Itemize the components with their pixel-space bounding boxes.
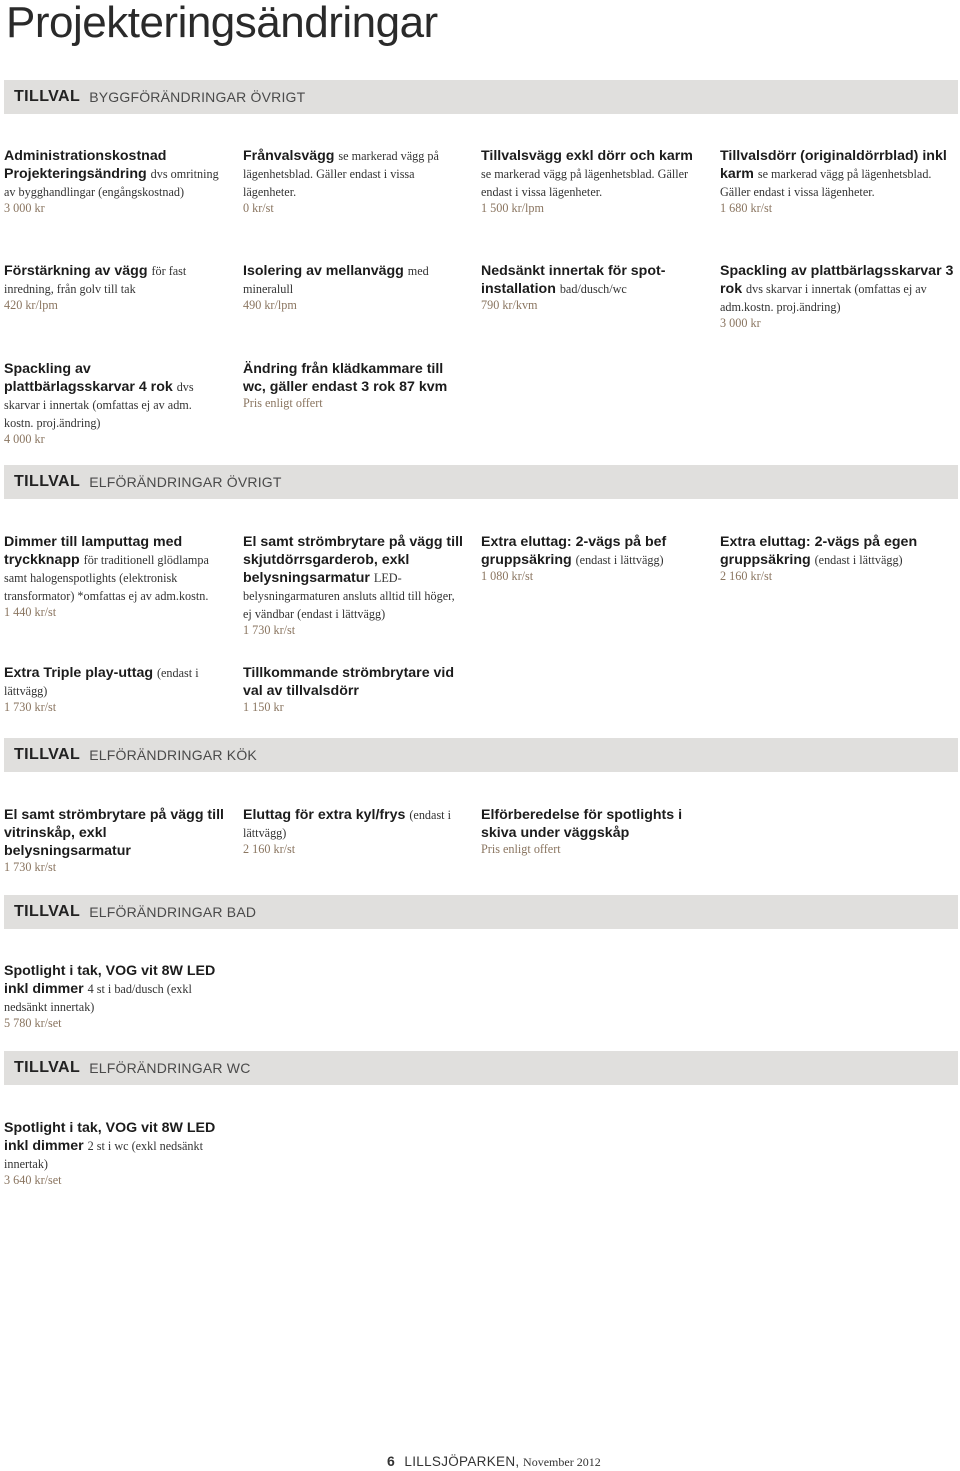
option-item [4, 1119, 226, 1189]
section-name: ELFÖRÄNDRINGAR BAD [89, 904, 257, 920]
item-title: Extra eluttag: 2-vägs på bef gruppsäkring [481, 534, 667, 568]
item-title: Dimmer till lamputtag med tryckknapp [4, 534, 183, 568]
option-item [481, 533, 703, 585]
page-number: 6 [387, 1453, 395, 1469]
footer-brand: LILLSJÖPARKEN, [404, 1454, 520, 1469]
item-price: Pris enligt offert [243, 396, 323, 410]
item-title: Spotlight i tak, VOG vit 8W LED inkl dimmer [4, 963, 216, 997]
section-header-el-ovrigt [4, 465, 958, 499]
option-item [243, 360, 461, 412]
option-item [4, 360, 216, 448]
option-item [243, 806, 465, 858]
option-item [4, 962, 226, 1032]
section-tag: TILLVAL [14, 1059, 81, 1076]
item-price: 790 kr/kvm [481, 298, 538, 312]
item-title: Extra Triple play-uttag [4, 665, 157, 681]
item-desc: dvs omritning av bygghandlingar (engångskostnad) [4, 167, 219, 199]
item-price: 3 000 kr [4, 201, 45, 215]
item-price: 3 640 kr/set [4, 1173, 62, 1187]
page-title: Projekteringsändringar [6, 0, 438, 47]
item-desc: dvs skarvar i innertak (omfattas ej av adm. kostn. proj.ändring) [4, 380, 194, 430]
item-desc: 4 st i bad/dusch (exkl nedsänkt innertak) [4, 982, 192, 1014]
item-desc: för traditionell glödlampa samt halogenspotlights (elektronisk transformator) *omfattas ej av adm.kostn. [4, 553, 209, 603]
item-title: Nedsänkt innertak för spot-installation [481, 263, 666, 297]
option-item [720, 262, 956, 332]
option-item [720, 533, 956, 585]
item-price: 1 730 kr/st [243, 623, 296, 637]
item-desc: se markerad vägg på lägenhetsblad. Gäller endast i vissa lägenheter. [481, 167, 689, 199]
section-tag: TILLVAL [14, 88, 81, 105]
option-item [720, 147, 956, 217]
item-desc: LED-belysningarmaturen ansluts alltid till höger, ej vändbar (endast i lättvägg) [243, 571, 455, 621]
item-title: Isolering av mellanvägg [243, 263, 408, 279]
option-item [481, 806, 703, 858]
section-header-el-wc [4, 1051, 958, 1085]
option-item [243, 147, 465, 217]
item-title: Tillvalsdörr (originaldörrblad) inkl karm [720, 148, 947, 182]
item-title: Eluttag för extra kyl/frys [243, 807, 410, 823]
item-title: Spackling av plattbärlagsskarvar 3 rok [720, 263, 954, 297]
item-title: Förstärkning av vägg [4, 263, 152, 279]
section-name: ELFÖRÄNDRINGAR ÖVRIGT [89, 474, 282, 490]
option-item [243, 664, 465, 716]
item-title: Spotlight i tak, VOG vit 8W LED inkl dimmer [4, 1120, 216, 1154]
item-price: 2 160 kr/st [720, 569, 773, 583]
item-title: Ändring från klädkammare till wc, gäller endast 3 rok 87 kvm [243, 361, 448, 395]
section-header-el-bad [4, 895, 958, 929]
item-price: 2 160 kr/st [243, 842, 296, 856]
item-title: Frånvalsvägg [243, 148, 339, 164]
option-item [4, 533, 226, 621]
item-price: 1 680 kr/st [720, 201, 773, 215]
section-header-el-kok [4, 738, 958, 772]
item-desc: bad/dusch/wc [559, 282, 627, 296]
option-item [243, 262, 465, 314]
item-price: 1 730 kr/st [4, 860, 57, 874]
item-price: 1 150 kr [243, 700, 284, 714]
section-header-bygg [4, 80, 958, 114]
item-price: 5 780 kr/set [4, 1016, 62, 1030]
item-price: 3 000 kr [720, 316, 761, 330]
item-desc: (endast i lättvägg) [243, 808, 452, 840]
footer-date: November 2012 [523, 1455, 601, 1469]
item-desc: (endast i lättvägg) [4, 666, 199, 698]
item-title: Tillvalsvägg exkl dörr och karm [481, 148, 693, 164]
item-price: 1 730 kr/st [4, 700, 57, 714]
item-desc: se markerad vägg på lägenhetsblad. Gäller endast i vissa lägenheter. [243, 149, 439, 199]
section-name: ELFÖRÄNDRINGAR KÖK [89, 747, 257, 763]
item-title: Extra eluttag: 2-vägs på egen gruppsäkring [720, 534, 918, 568]
item-price: Pris enligt offert [481, 842, 561, 856]
item-title: El samt strömbrytare på vägg till skjutdörrsgarderob, exkl belysningsarmatur [243, 534, 463, 586]
item-desc: (endast i lättvägg) [814, 553, 903, 567]
item-price: 4 000 kr [4, 432, 45, 446]
item-title: Tillkommande strömbrytare vid val av tillvalsdörr [243, 665, 455, 699]
item-title: El samt strömbrytare på vägg till vitrinskåp, exkl belysningsarmatur [4, 807, 224, 859]
item-price: 1 080 kr/st [481, 569, 534, 583]
item-title: Spackling av plattbärlagsskarvar 4 rok [4, 361, 177, 395]
item-desc: för fast inredning, från golv till tak [4, 264, 187, 296]
section-tag: TILLVAL [14, 903, 81, 920]
option-item [4, 147, 226, 217]
section-name: ELFÖRÄNDRINGAR WC [89, 1060, 251, 1076]
item-price: 0 kr/st [243, 201, 274, 215]
item-price: 1 500 kr/lpm [481, 201, 544, 215]
item-price: 1 440 kr/st [4, 605, 57, 619]
item-desc: (endast i lättvägg) [575, 553, 664, 567]
option-item [481, 262, 703, 314]
item-desc: dvs skarvar i innertak (omfattas ej av adm.kostn. proj.ändring) [720, 282, 927, 314]
item-title: Elförberedelse för spotlights i skiva under väggskåp [481, 807, 683, 841]
option-item [4, 664, 226, 716]
section-tag: TILLVAL [14, 473, 81, 490]
item-desc: med mineralull [243, 264, 429, 296]
option-item [4, 262, 226, 314]
option-item [481, 147, 703, 217]
page-footer [387, 1453, 601, 1470]
section-name: BYGGFÖRÄNDRINGAR ÖVRIGT [89, 89, 306, 105]
item-title: Administrationskostnad Projekteringsändring [4, 148, 167, 182]
item-desc: 2 st i wc (exkl nedsänkt innertak) [4, 1139, 203, 1171]
section-tag: TILLVAL [14, 746, 81, 763]
option-item [4, 806, 226, 876]
item-desc: se markerad vägg på lägenhetsblad. Gäller endast i vissa lägenheter. [720, 167, 932, 199]
item-price: 490 kr/lpm [243, 298, 297, 312]
option-item [243, 533, 465, 639]
item-price: 420 kr/lpm [4, 298, 58, 312]
